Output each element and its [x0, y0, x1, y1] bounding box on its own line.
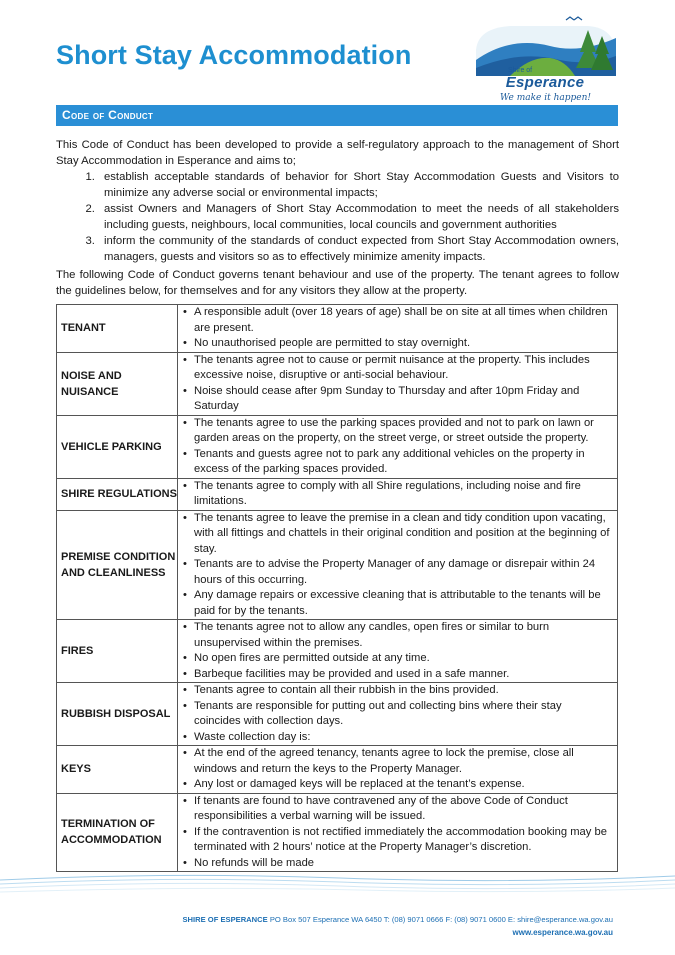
row-items [181, 305, 611, 352]
aim-item: 3. inform the community of the standards of conduct expected from Short Stay Accommodation owners, managers, guests and visitors so as to effectively minimize amenity impacts. [98, 233, 619, 265]
list-item: • Any lost or damaged keys will be replaced at the tenant’s expense. [181, 777, 611, 793]
footer-wave-lines-icon [0, 868, 675, 908]
list-item: • The tenants agree to use the parking spaces provided and not to park on lawn or garden areas on the property, on the street verge, or street outside the property. [181, 416, 611, 447]
list-item: • Barbeque facilities may be provided and used in a safe manner. [181, 667, 611, 683]
list-item: • The tenants agree to leave the premise in a clean and tidy condition upon vacating, with all fittings and chattels in their original condition and position at the beginning of stay. [181, 511, 611, 558]
table-row [57, 793, 618, 872]
table-row [57, 620, 618, 683]
list-item: • Tenants and guests agree not to park any additional vehicles on the property in excess of the parking spaces provided. [181, 447, 611, 478]
row-label: TERMINATION OF ACCOMMODATION [57, 793, 178, 872]
logo-tagline: We make it happen! [500, 93, 592, 103]
table-row [57, 478, 618, 510]
list-item: • Tenants agree to contain all their rubbish in the bins provided. [181, 683, 611, 699]
list-item: • The tenants agree to comply with all Shire regulations, including noise and fire limitations. [181, 479, 611, 510]
page-title: Short Stay Accommodation [56, 40, 412, 70]
row-label: FIRES [57, 620, 178, 683]
row-items [181, 746, 611, 793]
list-item: • No unauthorised people are permitted to stay overnight. [181, 336, 611, 352]
shire-logo [470, 16, 620, 108]
list-item: • If the contravention is not rectified immediately the accommodation booking may be terminated with 2 hours’ notice at the Property Manager’s discretion. [181, 825, 611, 856]
list-item: • Any damage repairs or excessive cleaning that is attributable to the tenants will be paid for by the tenants. [181, 588, 611, 619]
aim-item: 2. assist Owners and Managers of Short Stay Accommodation to meet the needs of all stakeholders including guests, neighbours, local communities, local councils and government authorities [98, 201, 619, 233]
list-item: • A responsible adult (over 18 years of age) shall be on site at all times when children are present. [181, 305, 611, 336]
intro-section [56, 137, 619, 265]
list-item: • Tenants are to advise the Property Manager of any damage or disrepair within 24 hours of this occurring. [181, 557, 611, 588]
list-item: • If tenants are found to have contravened any of the above Code of Conduct responsibilities a verbal warning will be issued. [181, 794, 611, 825]
row-label: PREMISE CONDITION AND CLEANLINESS [57, 510, 178, 620]
row-items [181, 353, 611, 415]
list-item: • At the end of the agreed tenancy, tenants agree to lock the premise, close all windows and return the keys to the Property Manager. [181, 746, 611, 777]
footer-website-link[interactable]: www.esperance.wa.gov.au [512, 928, 613, 937]
row-items [181, 794, 611, 872]
list-item: • Noise should cease after 9pm Sunday to Thursday and after 10pm Friday and Saturday [181, 384, 611, 415]
footer-contact [182, 915, 613, 924]
guidelines-paragraph: The following Code of Conduct governs tenant behaviour and use of the property. The tenant agrees to follow the guidelines below, for themselves and for any visitors they allow at the property. [56, 269, 619, 297]
aim-item: 1. establish acceptable standards of behavior for Short Stay Accommodation Guests and Visitors to minimize any adverse social or environmental impacts; [98, 169, 619, 201]
row-items [181, 511, 611, 620]
list-item: • The tenants agree not to cause or permit nuisance at the property. This includes excessive noise, disruptive or anti-social behaviour. [181, 353, 611, 384]
section-title: Code of Conduct [62, 108, 154, 122]
row-label: NOISE AND NUISANCE [57, 352, 178, 415]
logo-shire-of: Shire of [508, 67, 533, 74]
row-items [181, 416, 611, 478]
row-items [181, 479, 611, 510]
row-items [181, 683, 611, 745]
row-label: VEHICLE PARKING [57, 415, 178, 478]
table-row [57, 510, 618, 620]
row-label: TENANT [57, 305, 178, 353]
table-row [57, 415, 618, 478]
list-item: • The tenants agree not to allow any candles, open fires or similar to burn unsupervised within the premises. [181, 620, 611, 651]
list-item: • No open fires are permitted outside at any time. [181, 651, 611, 667]
table-row [57, 305, 618, 353]
table-row [57, 746, 618, 794]
logo-name: Esperance [505, 74, 585, 91]
aims-list [56, 169, 619, 265]
table-row [57, 352, 618, 415]
row-items [181, 620, 611, 682]
code-of-conduct-table [56, 304, 618, 872]
row-label: SHIRE REGULATIONS [57, 478, 178, 510]
list-item: • Tenants are responsible for putting out and collecting bins where their stay coincides with collection days. [181, 699, 611, 730]
footer-org: SHIRE OF ESPERANCE [182, 915, 268, 924]
row-label: KEYS [57, 746, 178, 794]
intro-paragraph: This Code of Conduct has been developed to provide a self-regulatory approach to the management of Short Stay Accommodation in Esperance and aims to; [56, 139, 619, 167]
list-item: • No refunds will be made [181, 856, 611, 872]
table-row [57, 683, 618, 746]
row-label: RUBBISH DISPOSAL [57, 683, 178, 746]
section-header-bar [56, 105, 618, 126]
footer-contact-details: PO Box 507 Esperance WA 6450 T: (08) 9071 0666 F: (08) 9071 0600 E: shire@esperance.wa.gov.au [269, 915, 613, 924]
list-item: • Waste collection day is: [181, 730, 611, 746]
